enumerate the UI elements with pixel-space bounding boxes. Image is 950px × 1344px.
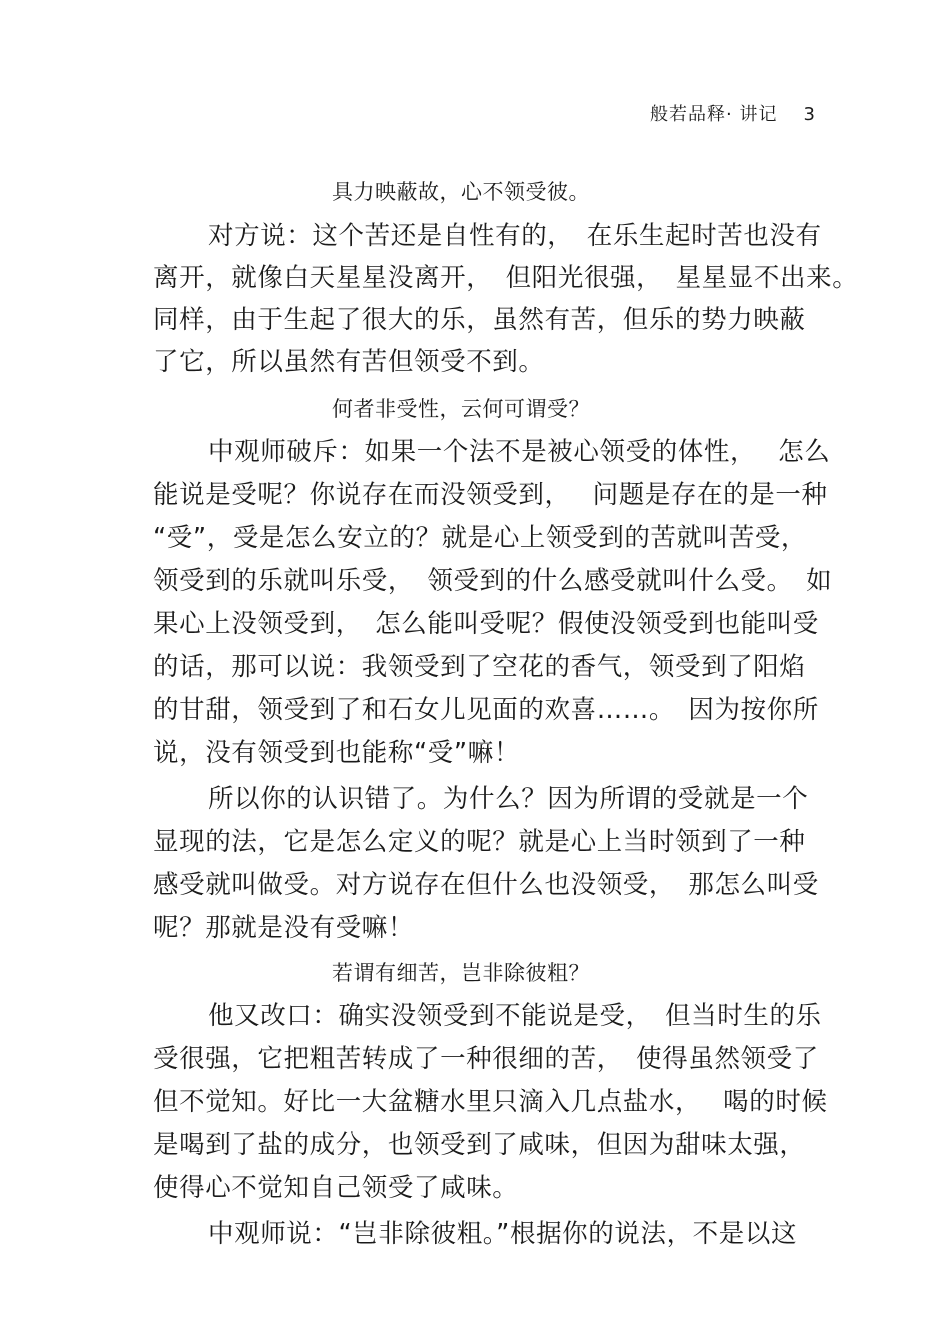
paragraph-line: 同样，由于生起了很大的乐，虽然有苦，但乐的势力映蔽 bbox=[153, 305, 806, 335]
paragraph-line: 使得心不觉知自己领受了咸味。 bbox=[153, 1173, 519, 1203]
paragraph-line: 能说是受呢？你说存在而没领受到， 问题是存在的是一种 bbox=[153, 480, 828, 510]
paragraph-line: 领受到的乐就叫乐受， 领受到的什么感受就叫什么受。 如 bbox=[153, 566, 833, 596]
paragraph-line: 中观师破斥：如果一个法不是被心领受的体性， 怎么 bbox=[208, 437, 831, 467]
paragraph-line: 的话，那可以说：我领受到了空花的香气，领受到了阳焰 bbox=[153, 652, 806, 682]
paragraph-line: 了它，所以虽然有苦但领受不到。 bbox=[153, 347, 545, 377]
paragraph-line: 显现的法，它是怎么定义的呢？就是心上当时领到了一种 bbox=[153, 827, 806, 857]
paragraph-line: 是喝到了盐的成分，也领受到了咸味，但因为甜味太强， bbox=[153, 1130, 806, 1160]
verse-line: 若谓有细苦，岂非除彼粗？ bbox=[332, 961, 590, 985]
paragraph-line: 对方说：这个苦还是自性有的， 在乐生起时苦也没有 bbox=[208, 221, 822, 251]
paragraph-line: 的甘甜，领受到了和石女儿见面的欢喜……。 因为按你所 bbox=[153, 695, 819, 725]
verse-line: 具力映蔽故，心不领受彼。 bbox=[332, 180, 590, 204]
paragraph-line: 但不觉知。好比一大盆糖水里只滴入几点盐水， 喝的时候 bbox=[153, 1087, 828, 1117]
paragraph-line: 果心上没领受到， 怎么能叫受呢？假使没领受到也能叫受 bbox=[153, 609, 819, 639]
paragraph-line: 离开，就像白天星星没离开， 但阳光很强， 星星显不出来。 bbox=[153, 263, 859, 293]
paragraph-line: 他又改口：确实没领受到不能说是受， 但当时生的乐 bbox=[208, 1001, 822, 1031]
page-number: 3 bbox=[803, 104, 816, 125]
paragraph-line: “受”，受是怎么安立的？就是心上领受到的苦就叫苦受， bbox=[153, 523, 808, 553]
paragraph-line: 感受就叫做受。对方说存在但什么也没领受， 那怎么叫受 bbox=[153, 870, 819, 900]
paragraph-line: 说，没有领受到也能称“受”嘛！ bbox=[153, 738, 520, 768]
header-title: 般若品释· 讲记 bbox=[650, 104, 778, 125]
paragraph-line: 所以你的认识错了。为什么？因为所谓的受就是一个 bbox=[208, 784, 809, 814]
paragraph-line: 受很强，它把粗苦转成了一种很细的苦， 使得虽然领受了 bbox=[153, 1044, 819, 1074]
paragraph-line: 中观师说：“岂非除彼粗。”根据你的说法，不是以这 bbox=[208, 1219, 798, 1249]
running-header bbox=[650, 100, 816, 126]
paragraph-line: 呢？那就是没有受嘛！ bbox=[153, 913, 415, 943]
verse-line: 何者非受性，云何可谓受？ bbox=[332, 397, 590, 421]
